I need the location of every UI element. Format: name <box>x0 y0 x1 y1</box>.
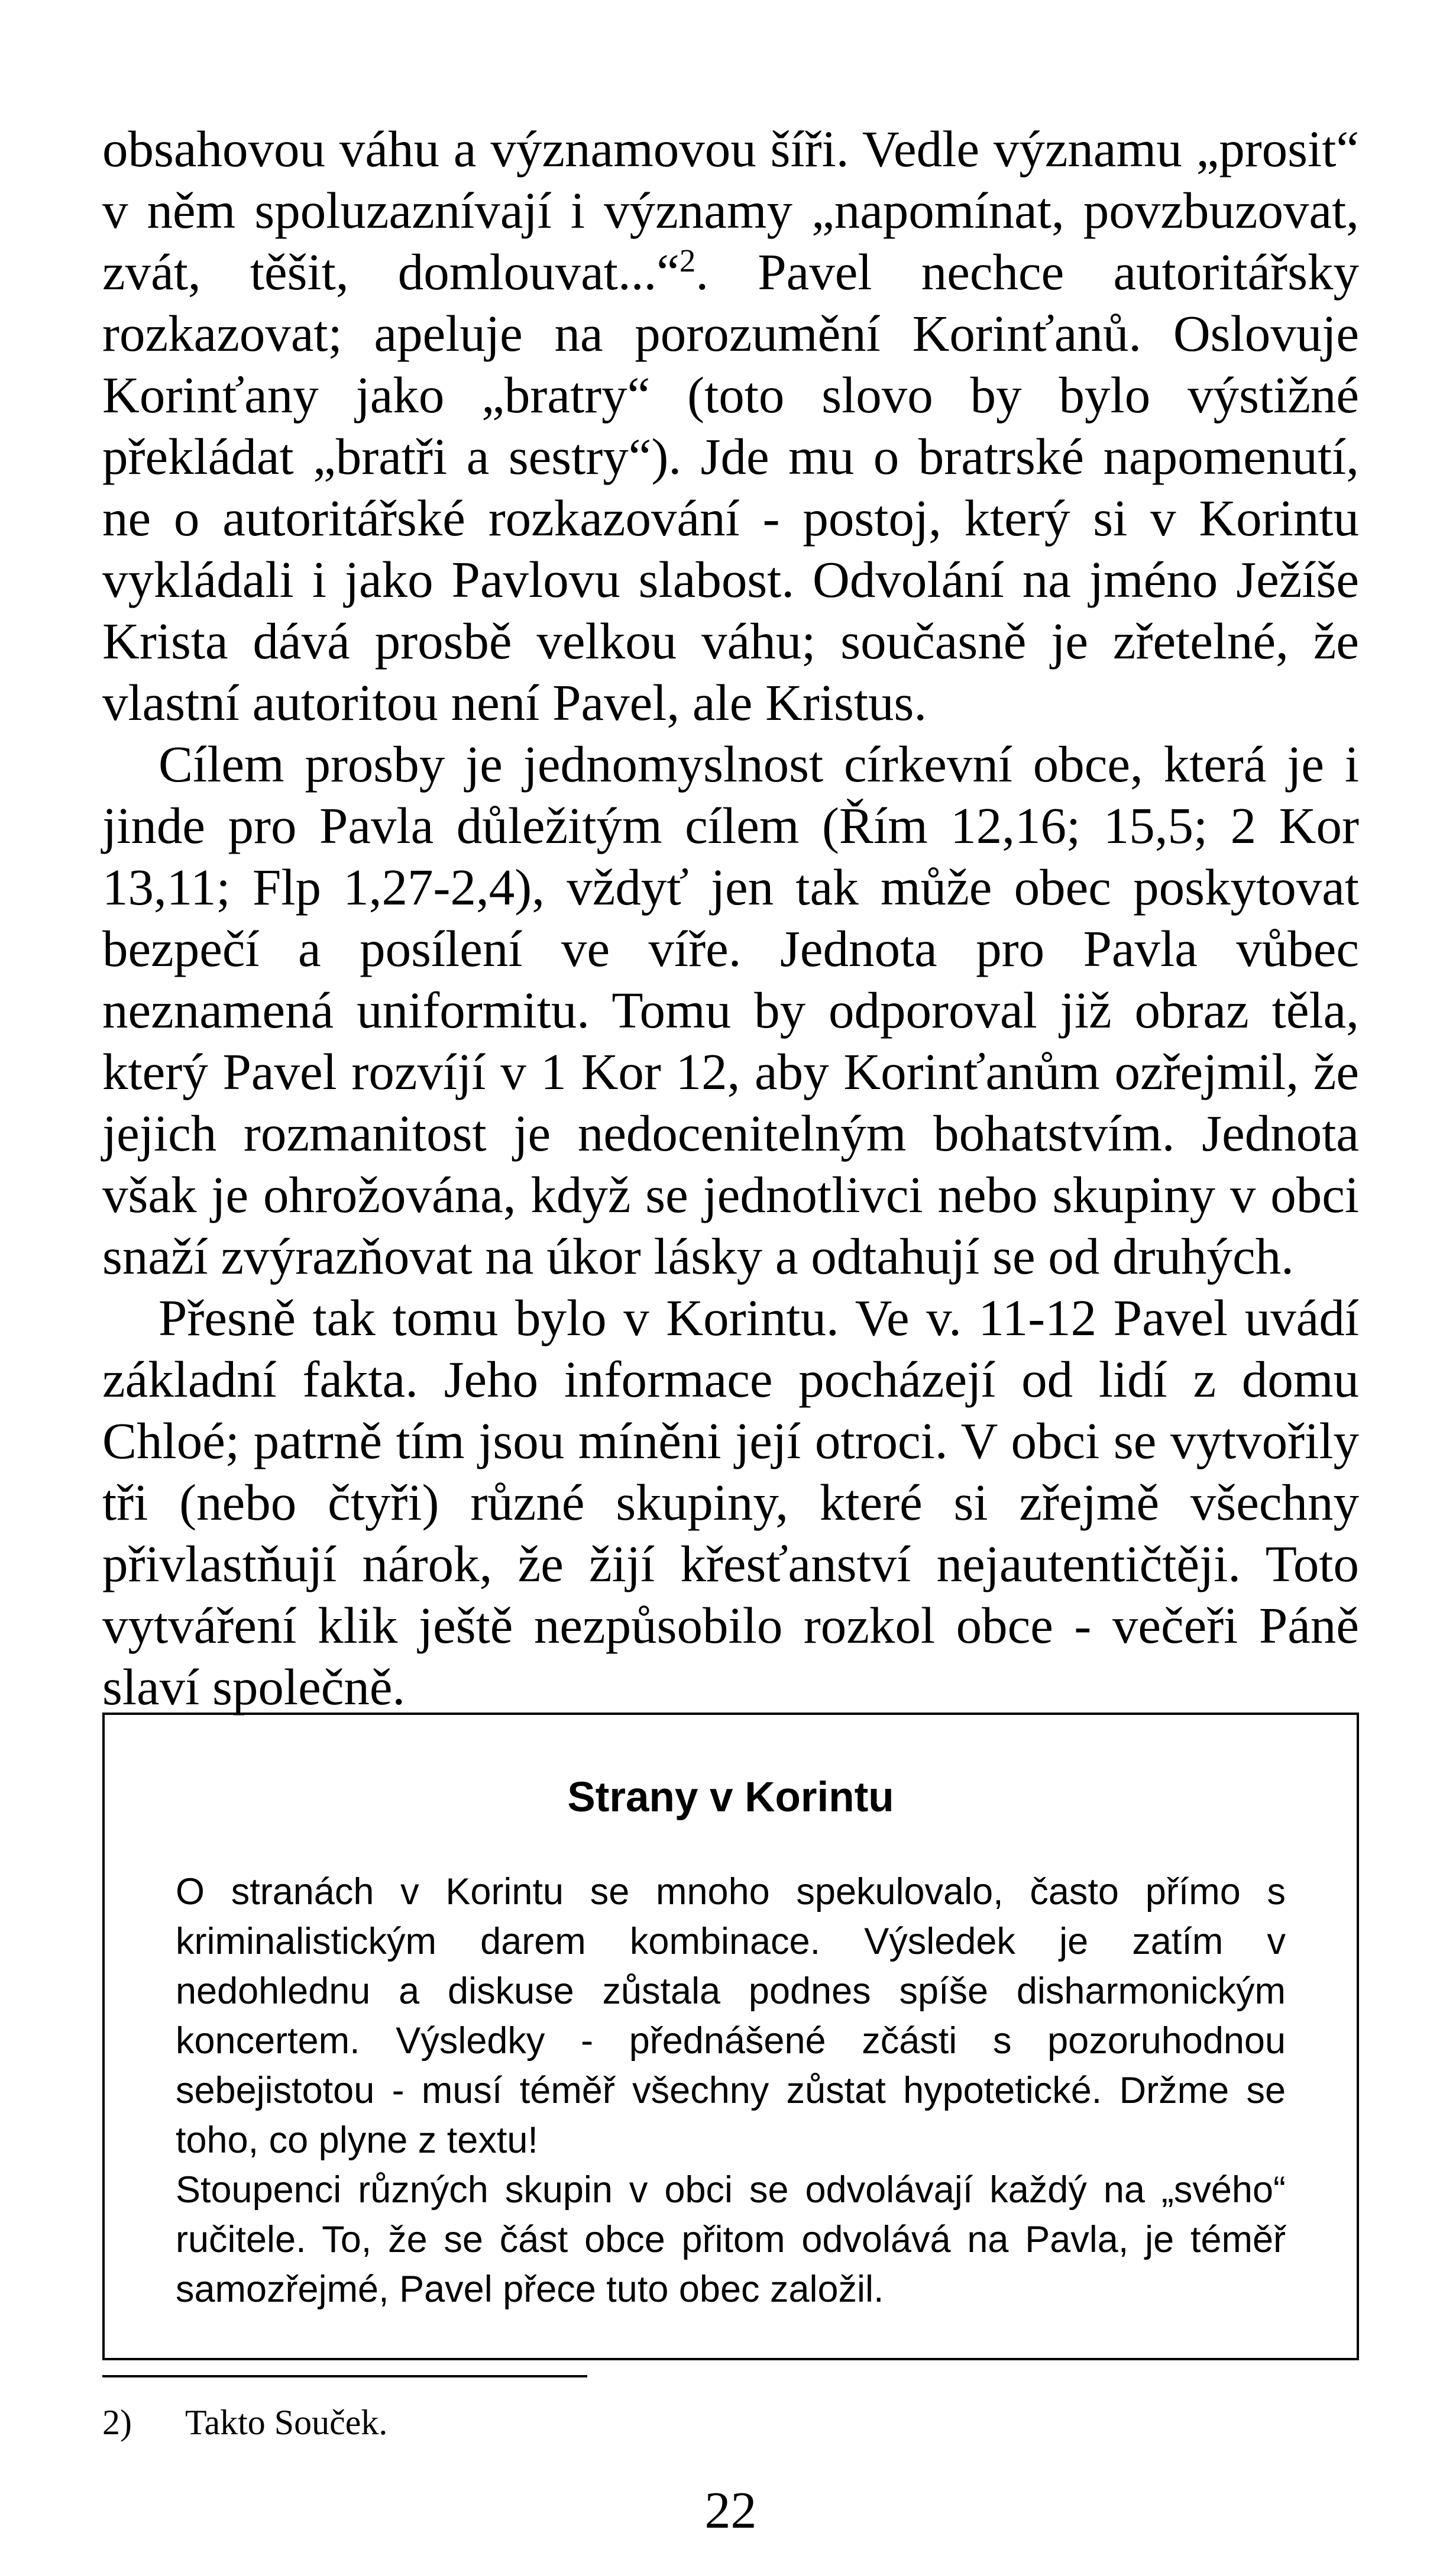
footnote-mark: 2) <box>102 2403 132 2442</box>
footnote-text: Takto Souček. <box>185 2403 388 2442</box>
page-number: 22 <box>704 2482 757 2540</box>
sidebar-box <box>102 1713 1359 2360</box>
book-page <box>102 118 1359 2540</box>
paragraph: Cílem prosby je jednomyslnost církevní obce, která je i jinde pro Pavla důležitým cílem (Řím 12,16; 15,5; 2 Kor 13,11; Flp 1,27-2,4), vždyť jen tak může obec poskytovat bezpečí a posílení ve víře. Jednota pro Pavla vůbec neznamená uniformitu. Tomu by odporoval již obraz těla, který Pavel rozvíjí v 1 Kor 12, aby Korinťanům ozřejmil, že jejich rozmanitost je nedocenitelným bohatstvím. Jednota však je ohrožována, když se jednotlivci nebo skupiny v obci snaží zvýrazňovat na úkor lásky a odtahují se od druhých. <box>102 735 1359 1285</box>
paragraph <box>102 118 1359 734</box>
box-paragraph: O stranách v Korintu se mnoho spekulovalo, často přímo s kriminalistickým darem kombinace. Výsledek je zatím v nedohlednu a diskuse zůstala podnes spíše disharmonickým koncertem. Výsledky - přednášené zčásti s pozoruhodnou sebejistotou - musí téměř všechny zůstat hypotetické. Držme se toho, co plyne z textu! <box>176 1871 1286 2161</box>
box-title: Strany v Korintu <box>567 1774 894 1821</box>
box-body <box>176 1867 1286 2314</box>
footnote <box>102 2402 387 2443</box>
paragraph-text: . Pavel nechce autoritářsky rozkazovat; apeluje na porozumění Korinťanů. Oslovuje Korinťany jako „bratry“ (toto slovo by bylo výstižné překládat „bratři a sestry“). Jde mu o bratrské napomenutí, ne o autoritářské rozkazování - postoj, který si v Korintu vykládali i jako Pavlovu slabost. Odvolání na jméno Ježíše Krista dává prosbě velkou váhu; současně je zřetelné, že vlastní autoritou není Pavel, ale Kristus. <box>102 243 1359 731</box>
footnote-divider <box>102 2375 587 2377</box>
main-text <box>102 118 1359 1718</box>
box-paragraph: Stoupenci různých skupin v obci se odvolávají každý na „svého“ ručitele. To, že se část obce přitom odvolává na Pavla, je téměř samozřejmé, Pavel přece tuto obec založil. <box>176 2169 1286 2310</box>
paragraph: Přesně tak tomu bylo v Korintu. Ve v. 11-12 Pavel uvádí základní fakta. Jeho informace pocházejí od lidí z domu Chloé; patrně tím jsou míněni její otroci. V obci se vytvořily tři (nebo čtyři) různé skupiny, které si zřejmě všechny přivlastňují nárok, že žijí křesťanství nejautentičtěji. Toto vytváření klik ještě nezpůsobilo rozkol obce - večeři Páně slaví společně. <box>102 1289 1359 1715</box>
paragraph-text: obsahovou váhu a významovou šíři. Vedle významu „prosit“ v něm spoluzaznívají i významy „napomínat, povzbuzovat, zvát, těšit, domlouvat...“ <box>102 120 1359 301</box>
footnote-reference: 2 <box>679 243 696 279</box>
